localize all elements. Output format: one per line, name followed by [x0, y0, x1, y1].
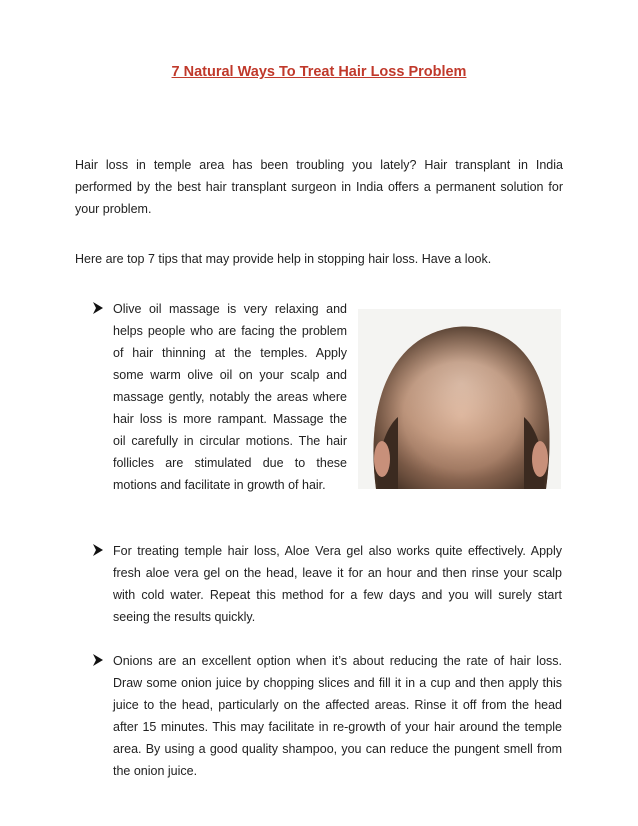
arrow-bullet-icon — [92, 653, 104, 667]
list-item-onions — [92, 650, 562, 782]
balding-head-photo — [358, 309, 561, 489]
list-item-olive-oil — [92, 298, 347, 496]
list-item-text: For treating temple hair loss, Aloe Vera gel also works quite effectively. Apply fresh aloe vera gel on the head, leave it for an hour and then rinse your scalp with cold water. Repeat this method for a few days and you will surely start seeing the results quickly. — [113, 544, 562, 624]
head-image-icon — [358, 309, 561, 489]
intro-paragraph: Hair loss in temple area has been troubling you lately? Hair transplant in India performed by the best hair transplant surgeon in India offers a permanent solution for your problem. — [75, 158, 563, 216]
arrow-bullet-icon — [92, 301, 104, 315]
list-item-text: Olive oil massage is very relaxing and helps people who are facing the problem of hair thinning at the temples. Apply some warm olive oil on your scalp and massage gently, notably the areas where hair loss is more rampant. Massage the oil carefully in circular motions. The hair follicles are stimulated due to these motions and facilitate in growth of hair. — [113, 302, 347, 492]
list-item-text: Onions are an excellent option when it’s about reducing the rate of hair loss. Draw some onion juice by chopping slices and fill it in a cup and then apply this juice to the head, particularly on the affected areas. Rinse it off from the head after 15 minutes. This may facilitate in re-growth of your hair around the temple area. By using a good quality shampoo, you can reduce the pungent smell from the onion juice. — [113, 654, 562, 778]
page-title: 7 Natural Ways To Treat Hair Loss Problem — [171, 64, 467, 80]
tips-intro-paragraph: Here are top 7 tips that may provide help in stopping hair loss. Have a look. — [75, 252, 492, 266]
list-item-aloe-vera — [92, 540, 562, 628]
arrow-bullet-icon — [92, 543, 104, 557]
